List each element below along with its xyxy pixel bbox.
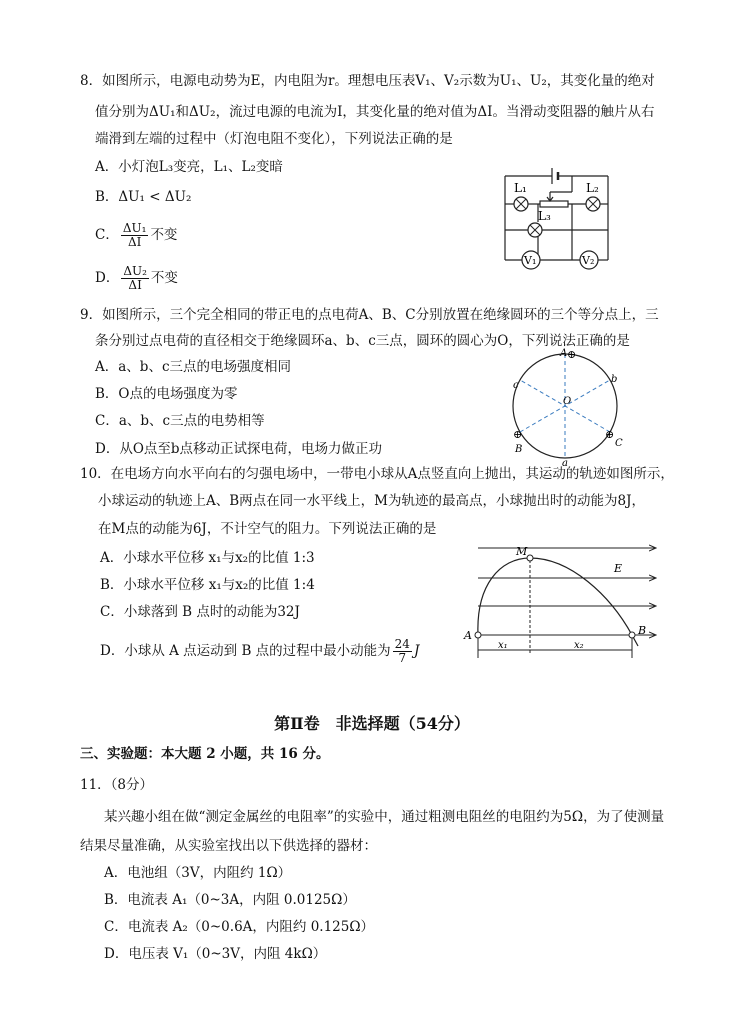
part3-heading: 三、实验题：本大题 2 小题，共 16 分。: [80, 746, 330, 762]
charge-C-icon: ⊕: [605, 428, 615, 441]
q10-trajectory-diagram: [460, 540, 660, 662]
point-M-icon: [527, 555, 533, 561]
section-title: 第Ⅱ卷 非选择题（54分）: [274, 714, 470, 733]
label-B: B: [638, 624, 647, 637]
label-l1: L₁: [514, 181, 527, 195]
label-point-a: a: [562, 458, 568, 468]
q9-option-a: A．a、b、c三点的电场强度相同: [95, 359, 292, 375]
q11-head: 11．（8分）: [80, 777, 154, 793]
fraction-numerator: ΔU₁: [122, 221, 147, 235]
rheostat: [540, 201, 568, 207]
q9-stem-line2: 条分别过点电荷的直径相交于绝缘圆环a、b、c三点，圆环的圆心为O，下列说法正确的是: [95, 333, 630, 349]
q9-ring-diagram: [505, 346, 630, 468]
label-E: E: [614, 562, 623, 575]
q9-option-d: D．从O点至b点移动正试探电荷，电场力做正功: [95, 441, 383, 457]
fraction-denominator: ΔI: [128, 278, 142, 292]
q11-option-a: A．电池组（3V，内阻约 1Ω）: [104, 865, 292, 881]
label-x2: x₂: [574, 640, 584, 651]
q8-stem-line1: 8．如图所示，电源电动势为E，内电阻为r。理想电压表V₁、V₂示数为U₁、U₂，其变化量的绝对: [80, 73, 655, 89]
label-charge-B: B: [515, 444, 523, 455]
point-B-icon: [629, 632, 635, 638]
q10-option-c: C．小球落到 B 点时的动能为32J: [100, 604, 300, 620]
q11-option-b: B．电流表 A₁（0~3A，内阻 0.0125Ω）: [104, 892, 356, 908]
q10-option-b: B．小球水平位移 x₁与x₂的比值 1:4: [100, 577, 315, 593]
q9-option-c: C．a、b、c三点的电势相等: [95, 413, 265, 429]
q8-option-d-fraction: [121, 265, 149, 292]
fraction-numerator: ΔU₂: [123, 264, 147, 278]
q8-option-d: [95, 265, 178, 292]
label-v2: V₂: [582, 254, 595, 267]
q10-option-d-text: D．小球从 A 点运动到 B 点的过程中最小动能为: [100, 643, 391, 659]
label-l2: L₂: [586, 181, 599, 195]
label-charge-C: C: [615, 438, 623, 449]
label-point-c: c: [513, 380, 519, 391]
q9-option-b: B．O点的电场强度为零: [95, 386, 238, 402]
q8-stem-line2: 值分别为ΔU₁和ΔU₂，流过电源的电流为I，其变化量的绝对值为ΔI。当滑动变阻器的触片从右: [95, 104, 655, 120]
q10-stem-line3: 在M点的动能为6J，不计空气的阻力。下列说法正确的是: [98, 521, 437, 537]
q9-stem-line1: 9．如图所示，三个完全相同的带正电的点电荷A、B、C分别放置在绝缘圆环的三个等分点上，三: [80, 307, 659, 323]
label-v1: V₁: [524, 254, 537, 267]
q8-option-d-label: D．: [95, 270, 120, 286]
charge-A-icon: ⊕: [567, 348, 577, 361]
label-x1: x₁: [498, 640, 508, 651]
q8-option-b: B．ΔU₁ < ΔU₂: [95, 189, 192, 205]
q8-option-d-tail: 不变: [150, 270, 178, 286]
q10-stem-line1: 10．在电场方向水平向右的匀强电场中，一带电小球从A点竖直向上抛出，其运动的轨迹如图所示，: [80, 466, 674, 482]
label-l3: L₃: [538, 209, 551, 223]
q8-circuit-diagram: [500, 164, 615, 279]
q10-option-d: [100, 638, 419, 665]
q11-stem-line1: 某兴趣小组在做“测定金属丝的电阻率”的实验中，通过粗测电阻丝的电阻约为5Ω，为了使测量: [104, 809, 665, 825]
label-point-b: b: [611, 374, 618, 385]
label-charge-A: A: [560, 348, 568, 359]
label-center-O: O: [563, 396, 572, 407]
charge-B-icon: ⊕: [513, 428, 523, 441]
label-A: A: [464, 629, 472, 642]
q10-option-d-fraction: [393, 638, 412, 665]
q8-option-a: A．小灯泡L₃变亮，L₁、L₂变暗: [95, 159, 283, 175]
q11-option-d: D．电压表 V₁（0~3V，内阻 4kΩ）: [104, 946, 327, 962]
q8-stem-line3: 端滑到左端的过程中（灯泡电阻不变化），下列说法正确的是: [95, 131, 453, 147]
fraction-denominator: ΔI: [127, 235, 142, 249]
q8-option-c-tail: 不变: [150, 227, 178, 243]
point-A-icon: [475, 632, 481, 638]
q10-option-a: A．小球水平位移 x₁与x₂的比值 1:3: [100, 550, 315, 566]
q8-option-c-fraction: [121, 222, 149, 249]
q11-option-c: C．电流表 A₂（0~0.6A，内阻约 0.125Ω）: [104, 919, 375, 935]
q8-option-c-label: C．: [95, 227, 119, 243]
label-M: M: [516, 545, 528, 558]
q10-option-d-unit: J: [413, 643, 420, 659]
q11-stem-line2: 结果尽量准确，从实验室找出以下供选择的器材：: [80, 838, 377, 854]
fraction-numerator: 24: [394, 637, 410, 651]
fraction-denominator: 7: [398, 651, 407, 665]
q8-option-c: [95, 222, 177, 249]
q10-stem-line2: 小球运动的轨迹上A、B两点在同一水平线上，M为轨迹的最高点，小球抛出时的动能为8J，: [98, 493, 645, 509]
